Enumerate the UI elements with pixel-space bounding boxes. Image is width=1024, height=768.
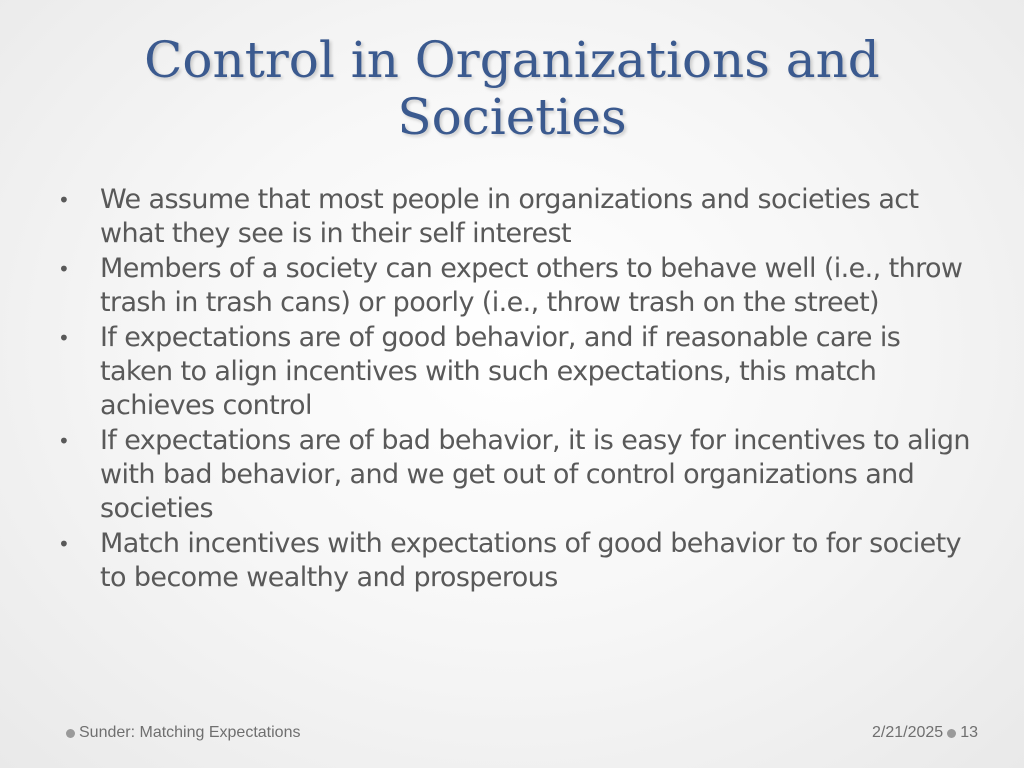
footer-date: 2/21/2025 (872, 724, 944, 741)
footer-right (872, 722, 978, 744)
bullet-dot-icon: • (58, 188, 70, 212)
slide-title-line-1: Control in Organizations and (144, 31, 880, 89)
bullet-dot-icon: • (58, 257, 70, 281)
bullet-dot-icon: • (58, 532, 70, 556)
slide-title (60, 32, 964, 146)
slide-title-line-2: Societies (397, 88, 627, 146)
bullet-text: Match incentives with expectations of good behavior to for society to become wealthy and prosperous (100, 528, 962, 593)
bullet-text: If expectations are of good behavior, and if reasonable care is taken to align incentives with such expectations, this match achieves control (100, 322, 901, 421)
bullet-dot-icon: • (58, 326, 70, 350)
bullet-item-4 (56, 424, 976, 526)
footer-left (62, 722, 300, 744)
footer-presentation-title: Sunder: Matching Expectations (79, 724, 301, 741)
bullet-text: Members of a society can expect others to behave well (i.e., throw trash in trash cans) or poorly (i.e., throw trash on the street) (100, 253, 963, 318)
bullet-text: If expectations are of bad behavior, it is easy for incentives to align with bad behavior, and we get out of control organizations and societies (100, 425, 970, 524)
bullet-dot-icon: • (58, 429, 70, 453)
footer-dot-icon (66, 729, 75, 738)
bullet-list (56, 183, 976, 596)
bullet-item-5 (56, 527, 976, 595)
bullet-item-1 (56, 183, 976, 251)
bullet-text: We assume that most people in organizations and societies act what they see is in their self interest (100, 184, 919, 249)
footer-dot-icon (947, 729, 956, 738)
bullet-item-2 (56, 252, 976, 320)
bullet-item-3 (56, 321, 976, 423)
footer-page-number: 13 (960, 724, 978, 741)
